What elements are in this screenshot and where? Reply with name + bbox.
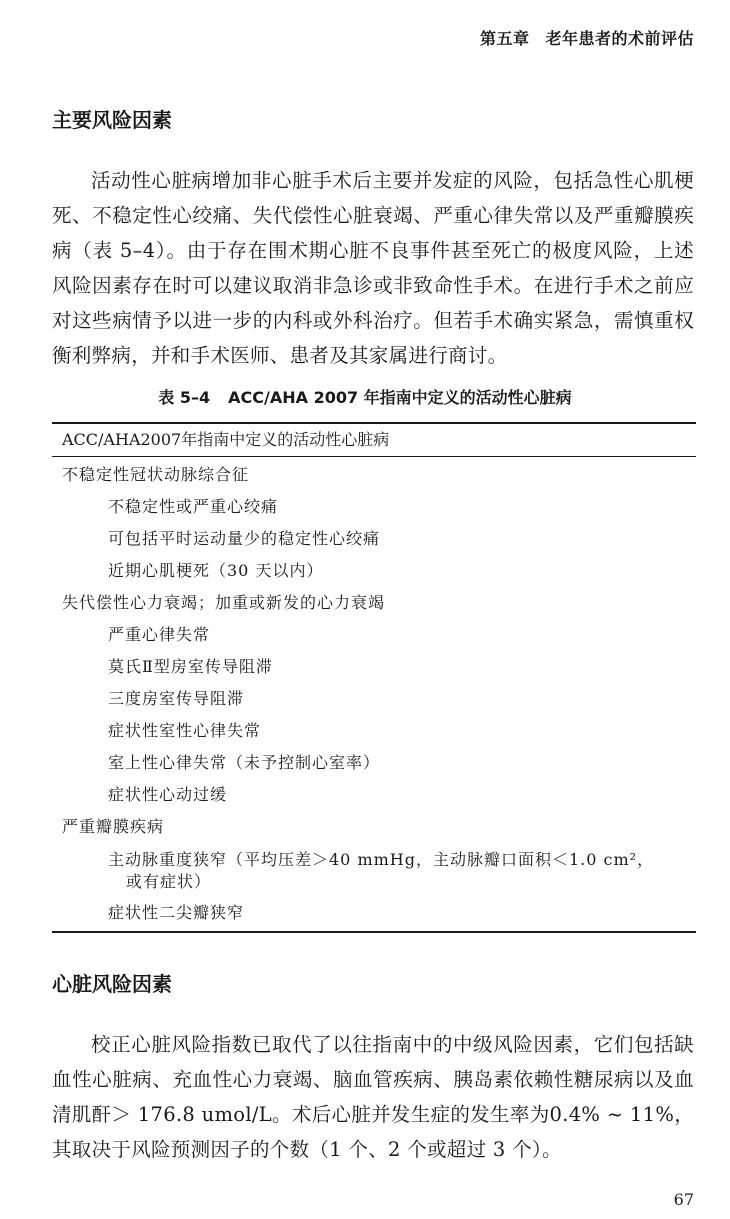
table-caption-title: ACC/AHA 2007 年指南中定义的活动性心脏病 (228, 388, 572, 407)
table-row: 不稳定性或严重心绞痛 (108, 497, 279, 516)
table-caption (0, 385, 730, 408)
table-header: ACC/AHA2007年指南中定义的活动性心脏病 (52, 424, 696, 457)
active-cardiac-conditions-table (52, 422, 696, 933)
table-row: 近期心肌梗死（30 天以内） (108, 561, 324, 580)
table-row: 症状性心动过缓 (108, 785, 228, 804)
table-row: 可包括平时运动量少的稳定性心绞痛 (108, 529, 381, 548)
table-row: 严重瓣膜疾病 (62, 817, 165, 836)
running-head (480, 26, 694, 49)
table-row: 不稳定性冠状动脉综合征 (62, 465, 250, 484)
table-row: 严重心律失常 (108, 625, 211, 644)
paragraph-cardiac-risk: 校正心脏风险指数已取代了以往指南中的中级风险因素，它们包括缺血性心脏病、充血性心力衰竭、脑血管疾病、胰岛素依赖性糖尿病以及血清肌酐＞ 176.8 umol/L。术后心脏并发生症的发生率为0.4% ~ 11%，其取决于风险预测因子的个数（1 个、2 个或超过 3 个）。 (52, 1033, 694, 1161)
chapter-title: 老年患者的术前评估 (545, 29, 694, 48)
paragraph-major-risk: 活动性心脏病增加非心脏手术后主要并发症的风险，包括急性心肌梗死、不稳定性心绞痛、失代偿性心脏衰竭、严重心律失常以及严重瓣膜疾病（表 5–4）。由于存在围术期心脏不良事件甚至死亡的极度风险，上述风险因素存在时可以建议取消非急诊或非致命性手术。在进行手术之前应对这些病情予以进一步的内科或外科治疗。但若手术确实紧急，需慎重权衡利弊病，并和手术医师、患者及其家属进行商讨。 (52, 169, 694, 367)
table-row-continuation: 或有症状） (126, 872, 212, 891)
table-body (52, 457, 696, 931)
table-row: 莫氏Ⅱ型房室传导阻滞 (108, 657, 273, 676)
table-row: 症状性室性心律失常 (108, 721, 262, 740)
table-row: 症状性二尖瓣狭窄 (108, 903, 245, 922)
table-caption-number: 表 5–4 (158, 388, 211, 407)
table-row-text: 主动脉重度狭窄（平均压差＞40 mmHg，主动脉瓣口面积＜1.0 cm²， (108, 850, 655, 869)
table-row: 三度房室传导阻滞 (108, 689, 245, 708)
table-row: 失代偿性心力衰竭；加重或新发的心力衰竭 (62, 593, 386, 612)
section-title-cardiac-risk: 心脏风险因素 (52, 972, 172, 996)
chapter-number: 第五章 (479, 29, 530, 48)
section-title-major-risk: 主要风险因素 (52, 108, 172, 132)
page-number: 67 (673, 1190, 694, 1209)
table-row: 室上性心律失常（未予控制心室率） (108, 753, 381, 772)
table-row (52, 843, 696, 897)
